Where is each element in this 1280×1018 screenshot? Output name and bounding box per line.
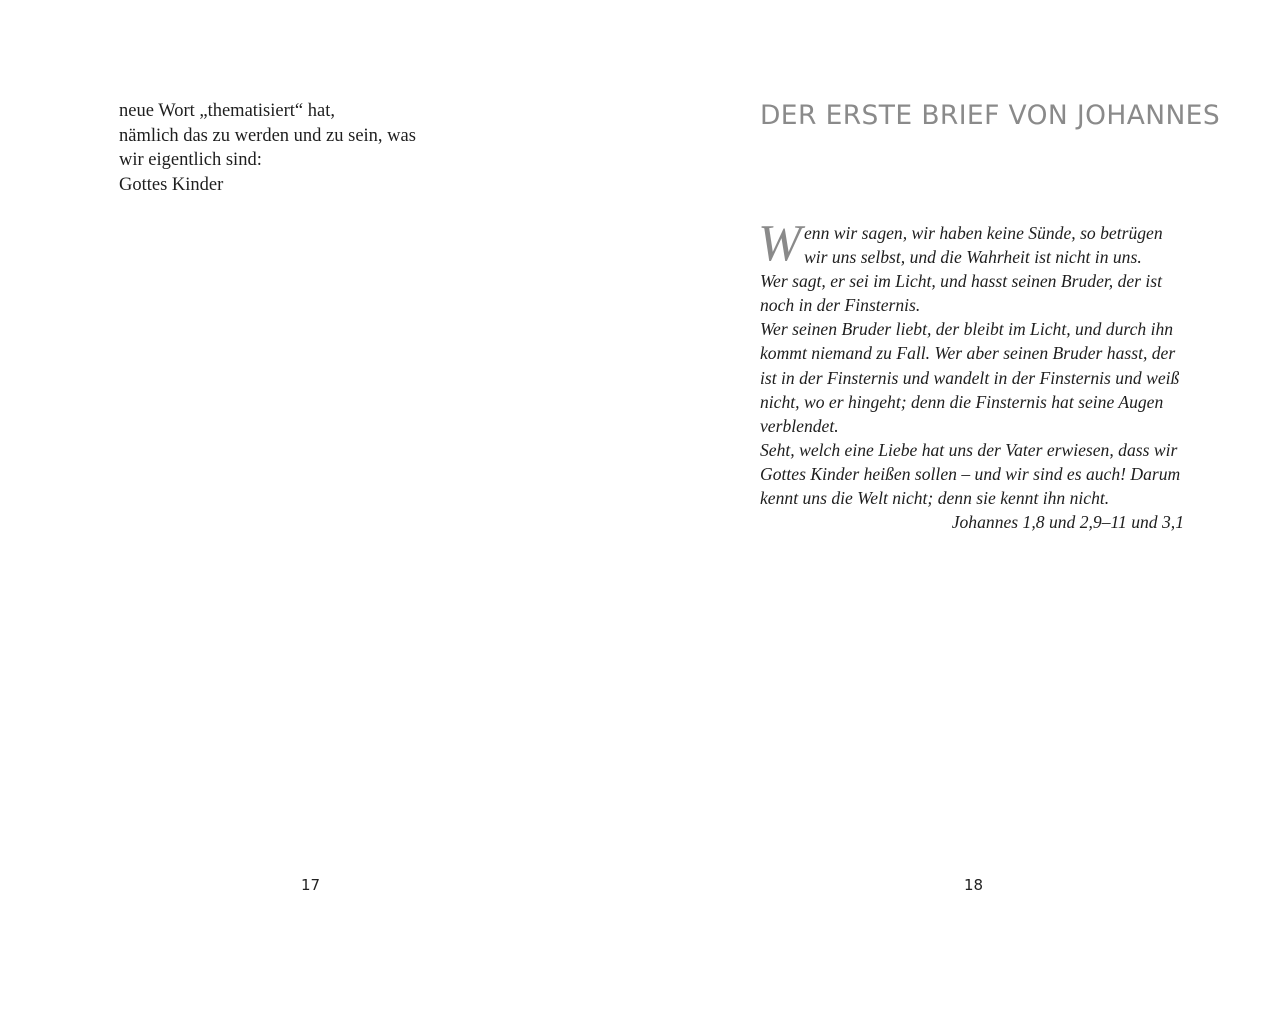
right-page xyxy=(640,0,1280,1018)
verse-reference: Johannes 1,8 und 2,9–11 und 3,1 xyxy=(951,512,1184,533)
page-number-left: 17 xyxy=(301,876,321,894)
text-line: wir eigentlich sind: xyxy=(119,150,262,170)
left-page-text xyxy=(119,99,539,197)
verse-line: nicht, wo er hingeht; denn die Finsternis hat seine Augen xyxy=(760,391,1164,412)
drop-cap: W xyxy=(758,215,802,272)
scripture-quote xyxy=(758,215,1184,534)
verse-line: ist in der Finsternis und wandelt in der Finsternis und weiß xyxy=(760,367,1180,388)
verse-line: Seht, welch eine Liebe hat uns der Vater erwiesen, dass wir xyxy=(760,439,1178,460)
text-line: neue Wort „thematisiert“ hat, xyxy=(119,101,335,121)
verse-line: verblendet. xyxy=(760,415,839,436)
verse-line: kommt niemand zu Fall. Wer aber seinen Bruder hasst, der xyxy=(760,343,1176,364)
page-number-right: 18 xyxy=(964,876,984,894)
verse-line: kennt uns die Welt nicht; denn sie kennt ihn nicht. xyxy=(760,488,1110,509)
verse-line: noch in der Finsternis. xyxy=(760,295,921,316)
chapter-heading: DER ERSTE BRIEF VON JOHANNES xyxy=(760,100,1221,131)
text-line: nämlich das zu werden und zu sein, was xyxy=(119,125,416,146)
verse-line: Wer seinen Bruder liebt, der bleibt im Licht, und durch ihn xyxy=(760,319,1174,340)
verse-line: Gottes Kinder heißen sollen – und wir sind es auch! Darum xyxy=(760,463,1181,484)
verse-line: wir uns selbst, und die Wahrheit ist nicht in uns. xyxy=(804,247,1142,268)
verse-line: enn wir sagen, wir haben keine Sünde, so betrügen xyxy=(804,223,1163,243)
verse-line: Wer sagt, er sei im Licht, und hasst seinen Bruder, der ist xyxy=(760,271,1163,292)
text-line: Gottes Kinder xyxy=(119,174,224,195)
